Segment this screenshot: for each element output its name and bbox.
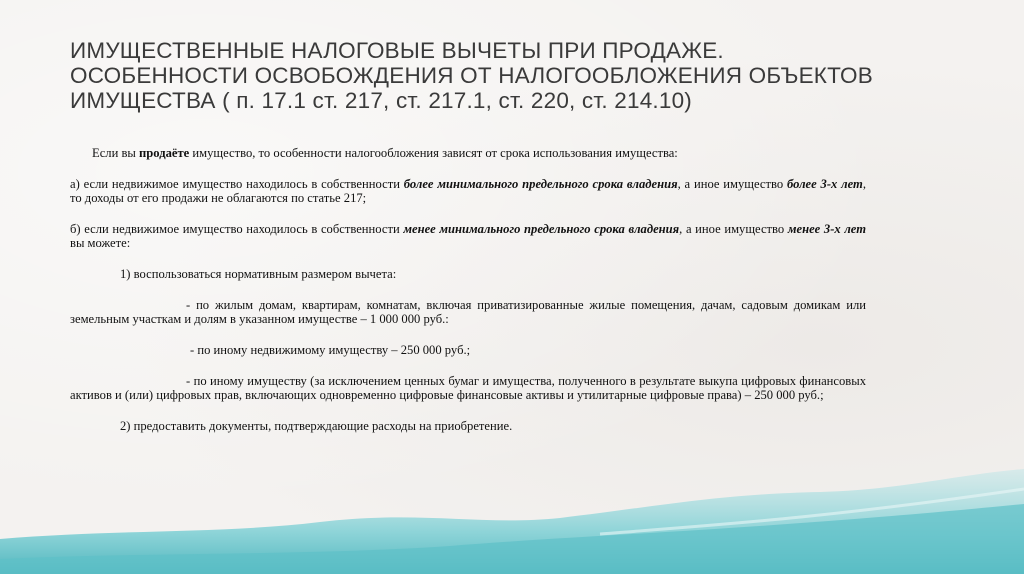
item-b-paragraph: [70, 222, 866, 250]
item-a-text-2: , а иное имущество: [677, 177, 787, 191]
option-1: 1) воспользоваться нормативным размером вычета:: [120, 267, 397, 281]
item-a-emphasis-1: более минимального предельного срока владения: [403, 177, 678, 191]
item-a-text-3: , то доходы от его продажи не облагаются по статье 217;: [70, 177, 866, 205]
item-a-emphasis-2: более 3-х лет: [786, 177, 863, 191]
sub-item-residential: - по жилым домам, квартирам, комнатам, включая приватизированные жилые помещения, дачам, садовым домикам или земельным участкам и долям в указанном имуществе – 1 000 000 руб.:: [70, 298, 866, 326]
sub-item-other-property: - по иному имуществу (за исключением ценных бумаг и имущества, полученного в результате выкупа цифровых финансовых активов и (или) цифровых прав, включающих одновременно цифровые финансовые активы и утилитарные цифровые права) – 250 000 руб.;: [70, 374, 866, 402]
item-b-emphasis-2: менее 3-х лет: [787, 222, 867, 236]
intro-paragraph: [70, 146, 866, 160]
watercolor-decoration: [0, 434, 1024, 574]
item-b-emphasis-1: менее минимального предельного срока владения: [403, 222, 680, 236]
page-title: ИМУЩЕСТВЕННЫЕ НАЛОГОВЫЕ ВЫЧЕТЫ ПРИ ПРОДАЖЕ. ОСОБЕННОСТИ ОСВОБОЖДЕНИЯ ОТ НАЛОГООБЛОЖЕНИЯ ОБЪЕКТОВ ИМУЩЕСТВА ( п. 17.1 ст. 217, ст. 217.1, ст. 220, ст. 214.10): [70, 38, 873, 113]
item-b-text-2: , а иное имущество: [679, 222, 788, 236]
option-2: 2) предоставить документы, подтверждающие расходы на приобретение.: [120, 419, 513, 433]
sub-item-other-realty: - по иному недвижимому имуществу – 250 000 руб.;: [190, 343, 471, 357]
item-a-text: а) если недвижимое имущество находилось в собственности: [70, 177, 404, 191]
document-body: [70, 146, 866, 433]
item-a-paragraph: [70, 177, 866, 205]
intro-text-end: имущество, то особенности налогообложения зависят от срока использования имущества:: [189, 146, 678, 160]
item-b-text-3: вы можете:: [70, 236, 131, 250]
intro-text: Если вы: [92, 146, 140, 160]
intro-emphasis: продаёте: [139, 146, 190, 160]
item-b-text: б) если недвижимое имущество находилось в собственности: [70, 222, 404, 236]
